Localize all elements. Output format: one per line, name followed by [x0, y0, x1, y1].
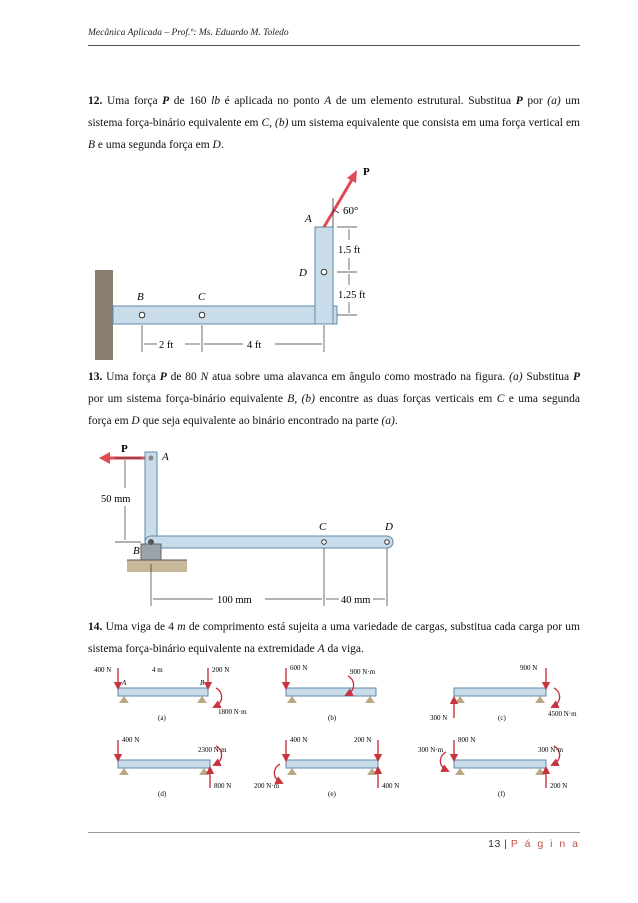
ground	[127, 560, 187, 572]
svg-text:800 N: 800 N	[214, 782, 232, 790]
svg-text:1800 N·m: 1800 N·m	[218, 708, 247, 716]
svg-text:600 N: 600 N	[290, 664, 308, 672]
svg-text:300 N·m: 300 N·m	[538, 746, 564, 754]
point-B	[148, 539, 154, 545]
svg-text:300 N: 300 N	[430, 714, 448, 722]
svg-text:300 N·m: 300 N·m	[418, 746, 444, 754]
point-D	[385, 540, 390, 545]
footer-divider	[88, 832, 580, 833]
label-B: B	[137, 291, 144, 303]
svg-text:400 N: 400 N	[382, 782, 400, 790]
svg-text:B: B	[200, 679, 205, 687]
svg-text:(b): (b)	[328, 714, 337, 722]
figure-problem-13	[95, 440, 415, 610]
label-B: B	[133, 545, 140, 557]
figure-problem-12	[95, 160, 395, 360]
svg-text:(a): (a)	[158, 714, 166, 722]
svg-text:400 N: 400 N	[94, 666, 112, 674]
problem-12-text: 12. Uma força P de 160 lb é aplicada no ponto A de um elemento estrutural. Substitua P por (a) um sistema força-binário equivalente em C, (b) um sistema equivalente que consista em uma força vertical em B e uma segunda força em D.	[88, 95, 581, 151]
svg-text:800 N: 800 N	[458, 736, 476, 744]
label-D: D	[385, 521, 393, 533]
beam-case-a	[94, 666, 247, 722]
problem-14-text: 14. Uma viga de 4 m de comprimento está sujeita a uma variedade de cargas, substitua cada carga por um sistema força-binário equivalente na extremidade A da viga.	[88, 621, 580, 655]
svg-text:(f): (f)	[498, 790, 505, 798]
point-B	[139, 312, 145, 318]
figure-problem-14	[88, 660, 588, 810]
svg-text:900 N: 900 N	[520, 664, 538, 672]
beam-case-c	[430, 664, 577, 722]
lever-horizontal-arm	[145, 536, 393, 548]
label-A: A	[162, 451, 169, 463]
force-P-arrowhead	[99, 452, 110, 464]
dim-1.5ft: 1.5 ft	[338, 245, 361, 256]
point-C	[322, 540, 327, 545]
problem-13-text: 13. Uma força P de 80 N atua sobre uma alavanca em ângulo como mostrado na figura. (a) Substitua P por um sistema força-binário equivalente B, (b) encontre as duas forças verticais em C e uma segunda força em D que seja equivalente ao binário encontrado na parte (a).	[88, 371, 581, 427]
svg-text:200 N·m: 200 N·m	[254, 782, 280, 790]
lever-vertical-arm	[145, 452, 157, 546]
beam-case-d	[118, 736, 231, 798]
point-C	[199, 312, 205, 318]
beam-case-e	[254, 736, 399, 798]
label-C: C	[319, 521, 327, 533]
page-footer	[488, 838, 580, 850]
point-A	[149, 456, 154, 461]
beam-vertical	[315, 227, 333, 324]
svg-text:(c): (c)	[498, 714, 506, 722]
page-number: 13	[488, 838, 501, 850]
beam-case-f	[418, 736, 567, 798]
svg-text:4 m: 4 m	[152, 666, 163, 674]
force-P-line	[324, 178, 353, 227]
header-divider	[88, 45, 580, 46]
pin-support	[141, 544, 161, 560]
dim-4ft: 4 ft	[247, 340, 262, 351]
dim-2ft: 2 ft	[159, 340, 174, 351]
page-word: P á g i n a	[510, 838, 580, 850]
dim-50mm: 50 mm	[101, 494, 131, 505]
svg-text:4500 N·m: 4500 N·m	[548, 710, 577, 718]
angle-label: 60°	[343, 205, 359, 217]
problem-number: 12.	[88, 95, 103, 107]
label-A: A	[305, 213, 312, 225]
svg-text:A: A	[122, 679, 127, 687]
wall	[95, 270, 113, 360]
dim-40mm: 40 mm	[341, 595, 371, 606]
dim-100mm: 100 mm	[217, 595, 252, 606]
svg-text:200 N: 200 N	[212, 666, 230, 674]
label-P: P	[121, 443, 128, 455]
label-P: P	[363, 166, 370, 178]
svg-text:(d): (d)	[158, 790, 167, 798]
problem-number: 13.	[88, 371, 103, 383]
svg-text:900 N·m: 900 N·m	[350, 668, 376, 676]
beam-horizontal	[113, 306, 337, 324]
svg-text:400 N: 400 N	[290, 736, 308, 744]
svg-text:200 N: 200 N	[354, 736, 372, 744]
svg-text:400 N: 400 N	[122, 736, 140, 744]
point-D	[321, 269, 327, 275]
svg-text:(e): (e)	[328, 790, 336, 798]
footer-separator: |	[504, 838, 508, 850]
label-D: D	[299, 267, 307, 279]
page-header: Mecânica Aplicada – Prof.º: Ms. Eduardo M. Toledo	[88, 28, 289, 38]
beam-case-b	[286, 664, 376, 722]
svg-text:2300 N·m: 2300 N·m	[198, 746, 227, 754]
label-C: C	[198, 291, 206, 303]
problem-number: 14.	[88, 621, 103, 633]
svg-text:200 N: 200 N	[550, 782, 568, 790]
dim-1.25ft: 1.25 ft	[338, 290, 366, 301]
